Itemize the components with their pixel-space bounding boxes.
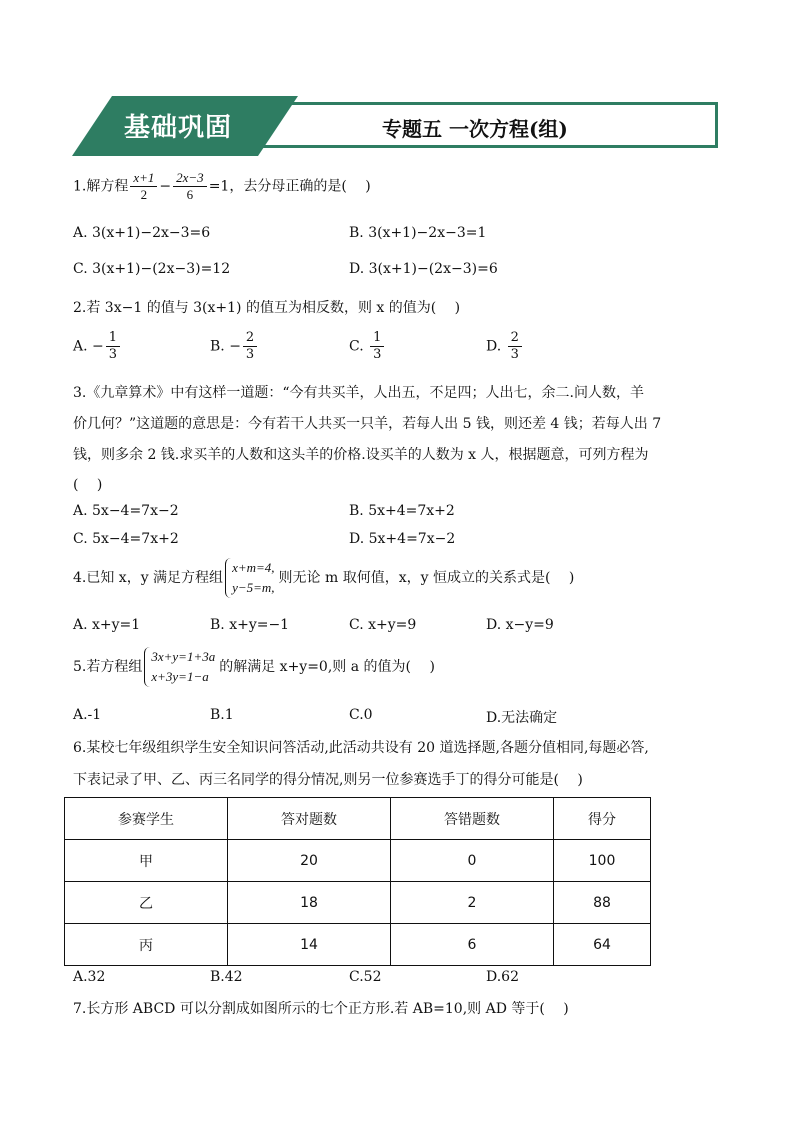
table-cell: 6 [391,924,554,966]
score-table [64,797,651,966]
table-row [65,882,651,924]
q5-option-b[interactable]: B.1 [210,707,234,723]
q2-d-num: 2 [510,330,519,345]
q4-option-d[interactable]: D. x−y=9 [486,617,554,633]
q2-a-fraction [106,330,120,363]
q6-option-a[interactable]: A.32 [73,969,106,985]
table-row [65,924,651,966]
table-cell: 20 [228,840,391,882]
q1-option-b[interactable]: B. 3(x+1)−2x−3=1 [349,225,487,241]
table-cell: 乙 [65,882,228,924]
q4-equation-system [225,558,276,598]
q2-a-num: 1 [108,330,118,345]
table-cell: 2 [391,882,554,924]
q1-option-a[interactable]: A. 3(x+1)−2x−3=6 [73,225,211,241]
q2-option-b[interactable] [210,330,259,363]
q4-eq2: y−5=m, [232,580,275,595]
q1-tail: =1，去分母正确的是( ) [208,178,371,195]
q3-line-1: 3.《九章算术》中有这样一道题：“今有共买羊，人出五，不足四；人出七，余二.问人数，羊 [73,385,644,401]
table-header-cell: 参赛学生 [65,798,228,840]
q5-tail: 的解满足 x+y=0,则 a 的值为( ) [219,659,435,675]
table-row [65,840,651,882]
q2-c-fraction [370,330,384,363]
q2-d-den: 3 [508,346,522,363]
q3-line-4: ( ) [73,477,103,493]
q2-d-label: D. [486,338,506,355]
q4-tail: 则无论 m 取何值，x，y 恒成立的关系式是( ) [278,570,575,586]
table-header-cell: 答错题数 [391,798,554,840]
q1-fraction-1 [130,170,157,203]
q6-option-d[interactable]: D.62 [486,969,519,985]
table-cell: 0 [391,840,554,882]
q2-a-label: A. − [73,338,104,355]
q1-option-c[interactable]: C. 3(x+1)−(2x−3)=12 [73,261,231,277]
q3-line-3: 钱，则多余 2 钱.求买羊的人数和这头羊的价格.设买羊的人数为 x 人，根据题意，可列方程为 [73,447,649,463]
q1-minus: − [159,178,172,195]
q1-f2-den: 6 [173,186,207,203]
q3-option-d[interactable]: D. 5x+4=7x−2 [349,531,456,547]
q2-b-num: 2 [245,330,255,345]
q2-b-label: B. − [210,338,241,355]
q1-f1-den: 2 [130,186,157,203]
q5-equation-system [144,647,217,687]
q6-option-b[interactable]: B.42 [210,969,243,985]
table-cell: 88 [554,882,651,924]
q2-c-label: C. [349,338,369,355]
q1-prefix: 1.解方程 [73,178,129,195]
q2-option-c[interactable] [349,330,386,363]
table-cell: 甲 [65,840,228,882]
q2-option-a[interactable] [73,330,122,363]
q6-option-c[interactable]: C.52 [349,969,382,985]
question-1-stem [73,170,371,203]
q3-line-2: 价几何？”这道题的意思是：今有若干人共买一只羊，若每人出 5 钱，则还差 4 钱；若每人出 7 [73,416,662,432]
table-cell: 丙 [65,924,228,966]
question-4-stem [73,558,574,598]
page-title: 专题五 一次方程(组) [382,117,568,141]
q4-option-a[interactable]: A. x+y=1 [73,617,141,633]
q1-option-d[interactable]: D. 3(x+1)−(2x−3)=6 [349,261,498,277]
q5-eq1: 3x+y=1+3a [151,649,216,664]
q1-f1-num: x+1 [133,170,155,185]
question-5-stem [73,647,435,687]
q2-c-den: 3 [370,346,384,363]
q3-option-b[interactable]: B. 5x+4=7x+2 [349,503,455,519]
q3-option-a[interactable]: A. 5x−4=7x−2 [73,503,179,519]
q4-prefix: 4.已知 x，y 满足方程组 [73,570,224,586]
q2-option-d[interactable] [486,330,524,363]
table-cell: 18 [228,882,391,924]
q6-line-2: 下表记录了甲、乙、丙三名同学的得分情况,则另一位参赛选手丁的得分可能是( ) [73,772,583,788]
q5-eq2: x+3y=1−a [151,669,209,684]
table-cell: 100 [554,840,651,882]
q2-b-fraction [243,330,257,363]
table-cell: 64 [554,924,651,966]
question-7-stem: 7.长方形 ABCD 可以分割成如图所示的七个正方形.若 AB=10,则 AD 等于( ) [73,1001,569,1017]
q3-option-c[interactable]: C. 5x−4=7x+2 [73,531,179,547]
table-header-cell: 得分 [554,798,651,840]
table-header-row [65,798,651,840]
q5-option-c[interactable]: C.0 [349,707,373,723]
q5-prefix: 5.若方程组 [73,659,143,675]
q2-c-num: 1 [373,330,382,345]
q4-option-b[interactable]: B. x+y=−1 [210,617,290,633]
q2-a-den: 3 [106,346,120,363]
question-2-stem: 2.若 3x−1 的值与 3(x+1) 的值互为相反数，则 x 的值为( ) [73,300,461,316]
banner-label: 基础巩固 [124,113,233,143]
q5-option-d[interactable]: D.无法确定 [486,710,558,726]
q6-line-1: 6.某校七年级组织学生安全知识问答活动,此活动共设有 20 道选择题,各题分值相同,每题必答, [73,740,649,756]
q2-b-den: 3 [243,346,257,363]
table-header-cell: 答对题数 [228,798,391,840]
q1-f2-num: 2x−3 [176,170,204,185]
table-cell: 14 [228,924,391,966]
q2-d-fraction [508,330,522,363]
q5-option-a[interactable]: A.-1 [73,707,102,723]
q1-fraction-2 [173,170,207,203]
q4-eq1: x+m=4, [232,560,275,575]
q4-option-c[interactable]: C. x+y=9 [349,617,417,633]
